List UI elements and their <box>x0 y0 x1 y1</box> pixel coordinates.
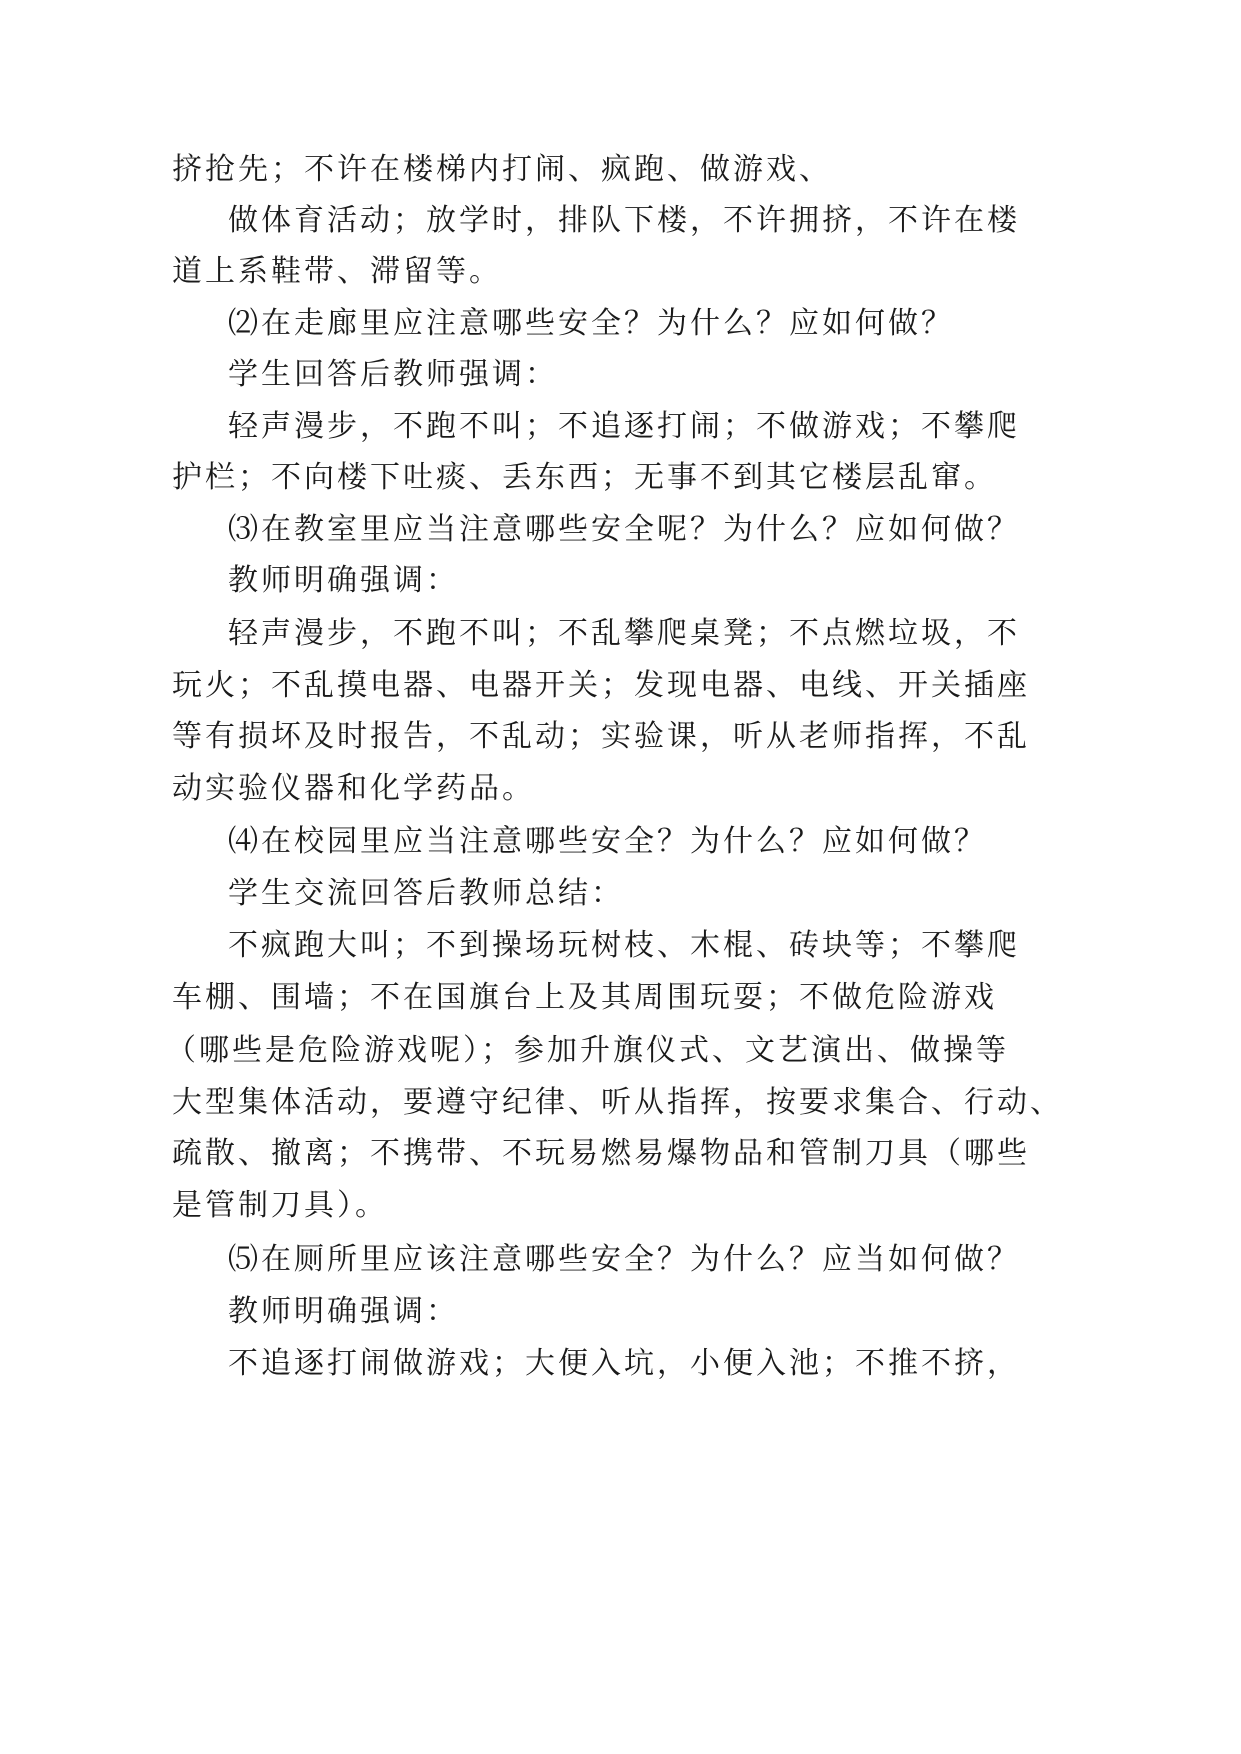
text-line: 道上系鞋带、滞留等。 <box>172 254 502 289</box>
text-line: 玩火；不乱摸电器、电器开关；发现电器、电线、开关插座 <box>172 668 1030 703</box>
text-line: ⑶在教室里应当注意哪些安全呢？为什么？应如何做？ <box>228 512 1020 547</box>
text-line: ⑷在校园里应当注意哪些安全？为什么？应如何做？ <box>228 824 987 859</box>
text-line: 等有损坏及时报告，不乱动；实验课，听从老师指挥，不乱 <box>172 719 1030 754</box>
text-line: 学生交流回答后教师总结： <box>228 876 624 911</box>
text-line: ⑵在走廊里应注意哪些安全？为什么？应如何做？ <box>228 306 954 341</box>
text-line: 不追逐打闹做游戏；大便入坑，小便入池；不推不挤， <box>228 1346 1020 1381</box>
text-line: （哪些是危险游戏呢）；参加升旗仪式、文艺演出、做操等 <box>166 1033 1009 1068</box>
text-line: 不疯跑大叫；不到操场玩树枝、木棍、砖块等；不攀爬 <box>228 928 1020 963</box>
text-line: 大型集体活动，要遵守纪律、听从指挥，按要求集合、行动、 <box>172 1085 1063 1120</box>
text-line: 动实验仪器和化学药品。 <box>172 771 535 806</box>
text-line: 挤抢先；不许在楼梯内打闹、疯跑、做游戏、 <box>172 152 832 187</box>
text-line: 疏散、撤离；不携带、不玩易燃易爆物品和管制刀具（哪些 <box>172 1136 1030 1171</box>
text-line: 轻声漫步，不跑不叫；不乱攀爬桌凳；不点燃垃圾，不 <box>228 616 1020 651</box>
text-line: 护栏；不向楼下吐痰、丢东西；无事不到其它楼层乱窜。 <box>172 460 997 495</box>
text-line: 车棚、围墙；不在国旗台上及其周围玩耍；不做危险游戏 <box>172 980 997 1015</box>
text-line: 教师明确强调： <box>228 1294 459 1329</box>
text-line: 教师明确强调： <box>228 563 459 598</box>
text-line: 学生回答后教师强调： <box>228 357 558 392</box>
text-line: ⑸在厕所里应该注意哪些安全？为什么？应当如何做？ <box>228 1242 1020 1277</box>
text-line: 做体育活动；放学时，排队下楼，不许拥挤，不许在楼 <box>228 203 1020 238</box>
text-line: 是管制刀具）。 <box>172 1188 388 1223</box>
text-line: 轻声漫步，不跑不叫；不追逐打闹；不做游戏；不攀爬 <box>228 409 1020 444</box>
